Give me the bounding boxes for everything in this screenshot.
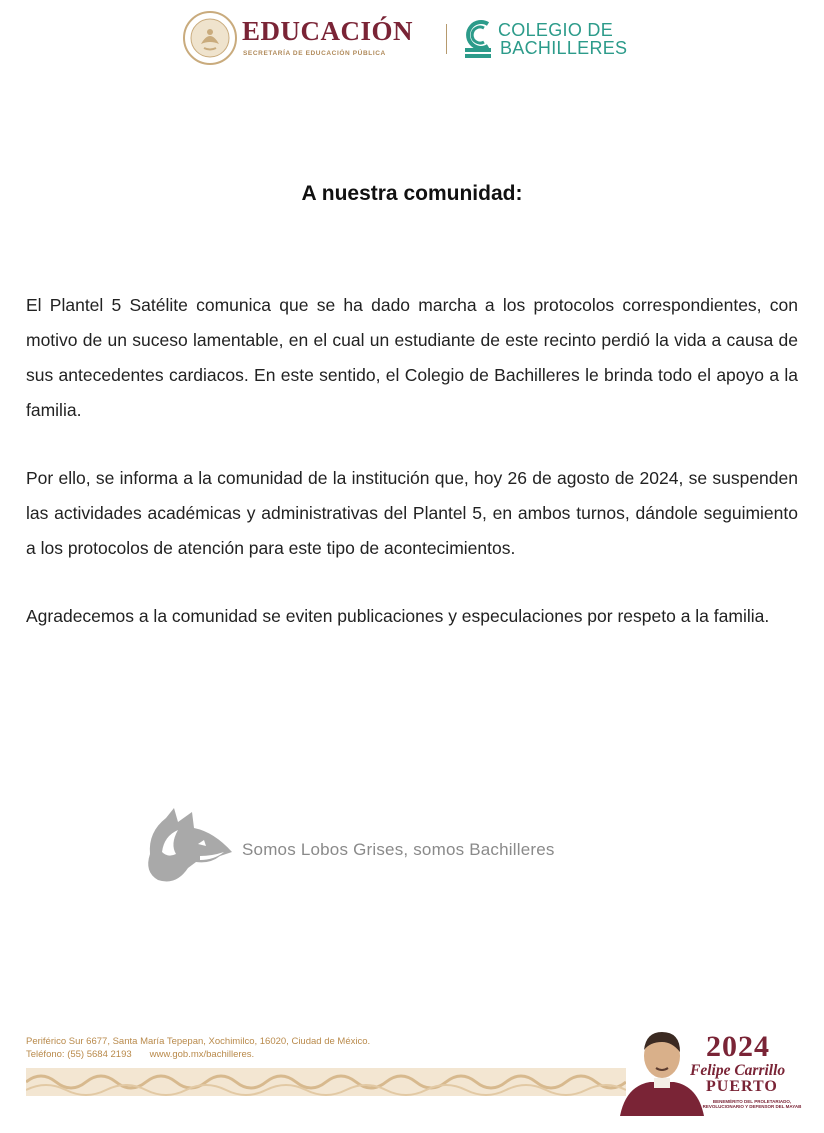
mexican-seal-icon <box>182 10 238 66</box>
footer-address-block <box>26 1035 370 1061</box>
wolf-head-icon <box>140 806 236 888</box>
cb-line-2: BACHILLERES <box>500 38 628 58</box>
paragraph-3: Agradecemos a la comunidad se eviten publicaciones y especulaciones por respeto a la familia. <box>26 606 770 626</box>
felipe-carrillo-subtitle: BENEMÉRITO DEL PROLETARIADO, REVOLUCIONARIO Y DEFENSOR DEL MAYAB <box>702 1099 802 1109</box>
puerto-name: PUERTO <box>706 1078 778 1095</box>
paragraph-1: El Plantel 5 Satélite comunica que se ha dado marcha a los protocolos correspondientes, con motivo de un suceso lamentable, en el cual un estudiante de este recinto perdió la vida a causa de sus antecedentes cardiacos. En este sentido, el Colegio de Bachilleres le brinda todo el apoyo a la familia. <box>26 295 798 420</box>
header-divider <box>446 24 447 54</box>
felipe-carrillo-name: Felipe Carrillo <box>690 1062 786 1079</box>
slogan: Somos Lobos Grises, somos Bachilleres <box>242 840 555 859</box>
sep-subtitle: SECRETARÍA DE EDUCACIÓN PÚBLICA <box>243 50 386 57</box>
letterhead <box>180 8 650 70</box>
footer-website-link[interactable]: www.gob.mx/bachilleres. <box>149 1049 255 1060</box>
footer-phone: Teléfono: (55) 5684 2193 <box>26 1049 132 1060</box>
paragraph-2: Por ello, se informa a la comunidad de la institución que, hoy 26 de agosto de 2024, se suspenden las actividades académicas y administrativas del Plantel 5, en ambos turnos, dándole seguimiento a los protocolos de atención para este tipo de acontecimientos. <box>26 468 798 558</box>
colegio-bachilleres-logo-icon <box>462 18 496 60</box>
decorative-band <box>26 1062 626 1102</box>
educacion-wordmark: EDUCACIÓN <box>242 16 414 46</box>
document-body <box>26 288 798 634</box>
colegio-bachilleres-wordmark <box>498 21 627 57</box>
footer-address: Periférico Sur 6677, Santa María Tepepan, Xochimilco, 16020, Ciudad de México. <box>26 1036 371 1047</box>
year-2024: 2024 <box>706 1030 770 1063</box>
cb-line-1: COLEGIO DE <box>498 20 614 40</box>
document-title: A nuestra comunidad: <box>301 182 523 205</box>
